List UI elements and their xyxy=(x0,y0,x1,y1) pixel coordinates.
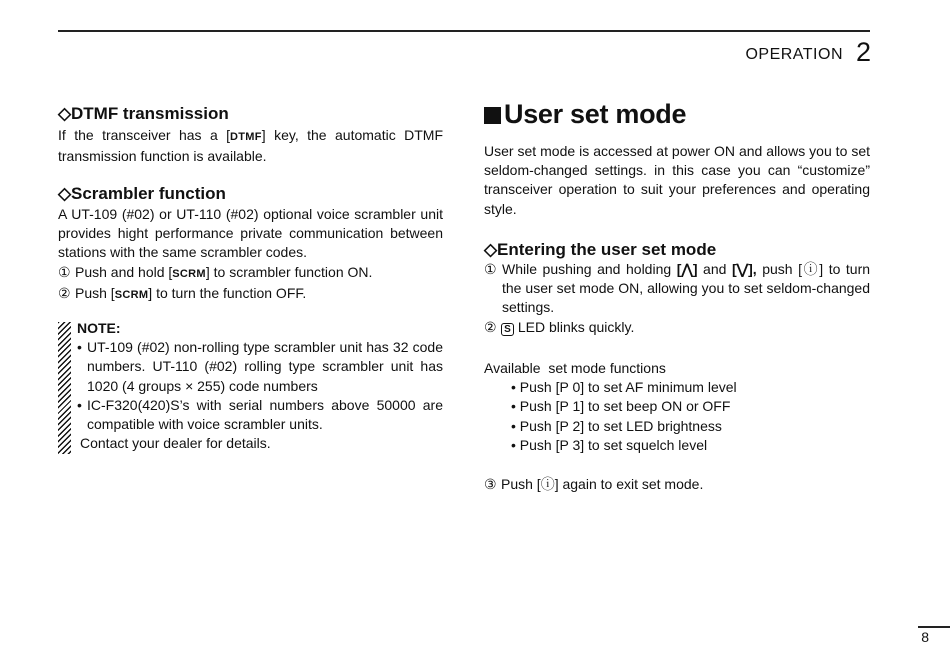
list-item: • Push [P 3] to set squelch level xyxy=(511,436,708,453)
dtmf-text: If the transceiver has a [DTMF] key, the automatic DTMF transmission function is available. xyxy=(58,127,443,165)
square-bullet-icon xyxy=(484,107,501,124)
dtmf-key: DTMF xyxy=(230,131,262,143)
entering-title: Entering the user set mode xyxy=(497,240,717,259)
note-bullet-1: • UT-109 (#02) non-rolling type scrambler unit has 32 code numbers. UT-110 (#02) rolling type scrambler unit has 1020 (4 groups × 255) code numbers xyxy=(77,339,443,394)
note-contact: Contact your dealer for details. xyxy=(80,435,271,452)
scrambler-step-2: ② Push [SCRM] to turn the function OFF. xyxy=(58,284,307,301)
bullet-icon: • xyxy=(77,396,82,413)
diamond-icon: ◇ xyxy=(58,184,72,203)
power-icon: ⓘ xyxy=(801,261,820,277)
entering-step-2: ② S LED blinks quickly. xyxy=(484,318,635,335)
section-label: OPERATION xyxy=(745,46,843,63)
dtmf-section xyxy=(58,104,443,166)
scrm-key: SCRM xyxy=(114,288,149,301)
available-title: Available set mode functions xyxy=(484,360,666,376)
note-bullet-2: • IC-F320(420)S’s with serial numbers above 50000 are compatible with voice scrambler units. xyxy=(77,396,443,433)
dtmf-heading xyxy=(58,104,443,124)
scrambler-heading xyxy=(58,184,443,204)
scrambler-step-1: ① Push and hold [SCRM] to scrambler function ON. xyxy=(58,263,373,280)
header-rule xyxy=(58,30,870,32)
power-icon: ⓘ xyxy=(540,476,555,492)
scrambler-body: A UT-109 (#02) or UT-110 (#02) optional voice scrambler unit provides hight performance private communication between stations with the same scrambler codes. xyxy=(58,206,443,261)
list-item: • Push [P 1] to set beep ON or OFF xyxy=(511,398,731,415)
up-key: [⋀] xyxy=(676,261,698,277)
footer-rule xyxy=(918,626,950,628)
user-set-mode-intro: User set mode is accessed at power ON and allows you to set seldom-changed settings. in this case you can “customize” transceiver operation to suit your preferences and operating style. xyxy=(484,143,870,217)
dtmf-title: DTMF transmission xyxy=(71,104,229,123)
chapter-number: 2 xyxy=(855,37,871,67)
diamond-icon: ◇ xyxy=(58,104,72,123)
user-set-mode-heading xyxy=(484,99,870,130)
page-number: 8 xyxy=(921,629,929,645)
note-hatch-bar xyxy=(58,322,71,454)
entering-step-1: ① While pushing and holding [⋀] and [⋁], push [ⓘ] to turn the user set mode ON, allowing you to set seldom-changed settings. xyxy=(484,261,871,316)
available-section xyxy=(484,359,870,455)
scrambler-section xyxy=(58,184,443,305)
note-box xyxy=(77,319,443,453)
entering-heading xyxy=(484,240,870,260)
scrm-key: SCRM xyxy=(172,267,206,280)
bullet-icon: • xyxy=(77,339,82,356)
down-key: [⋁], xyxy=(731,261,757,277)
scrambler-title: Scrambler function xyxy=(71,184,226,203)
available-list xyxy=(484,378,870,455)
diamond-icon: ◇ xyxy=(484,240,498,259)
list-item: • Push [P 0] to set AF minimum level xyxy=(511,379,737,396)
note-title: NOTE: xyxy=(77,320,121,336)
user-set-mode-title: User set mode xyxy=(504,99,687,129)
user-set-mode-section xyxy=(484,99,870,219)
entering-section xyxy=(484,240,870,337)
s-key-icon: S xyxy=(501,323,514,336)
list-item: • Push [P 2] to set LED brightness xyxy=(511,417,722,434)
exit-step-3: ③ Push [ⓘ] again to exit set mode. xyxy=(484,476,704,492)
